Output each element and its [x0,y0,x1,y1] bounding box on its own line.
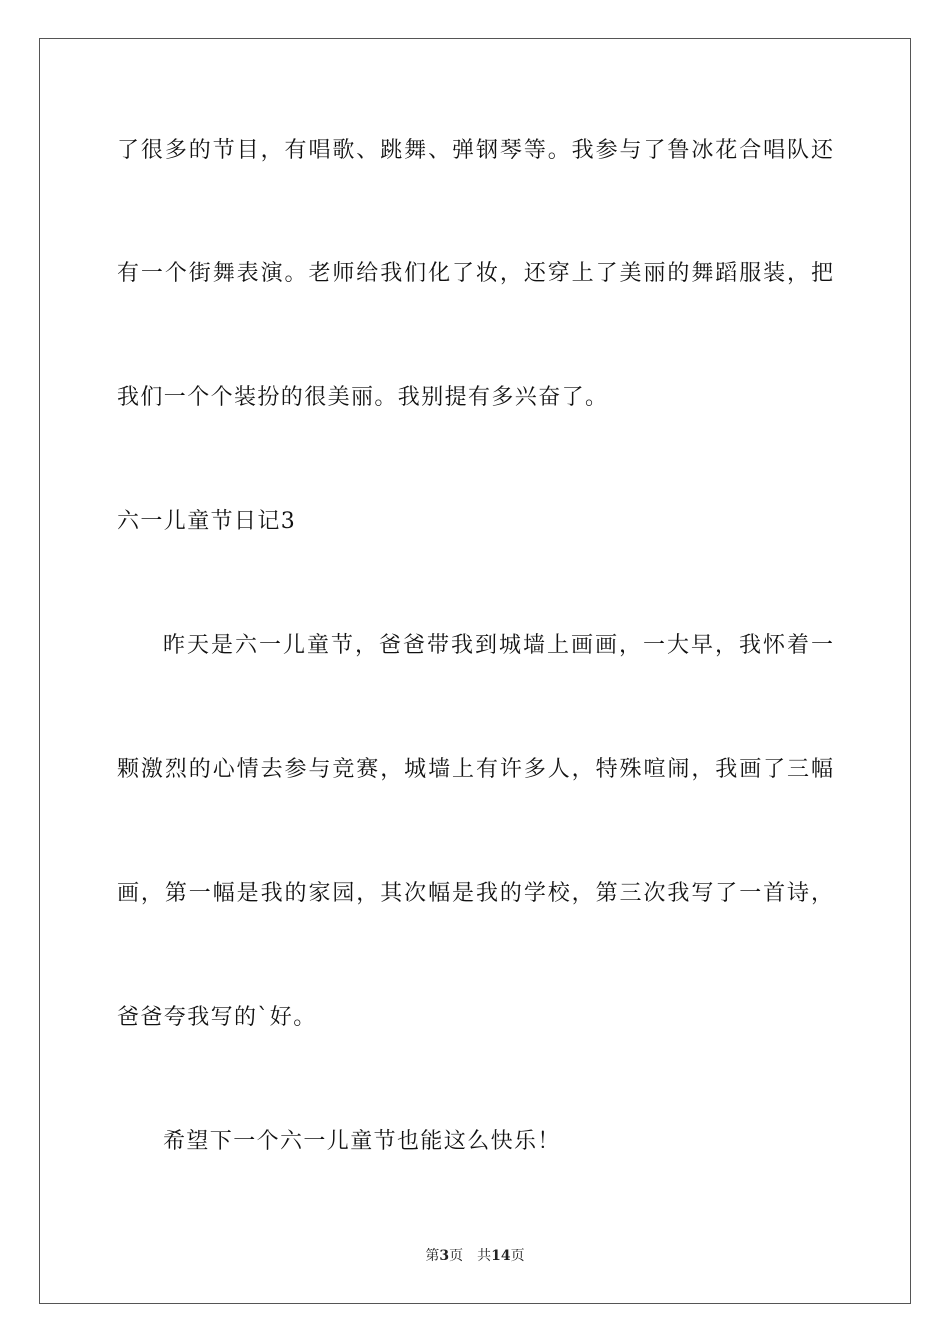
page-prefix: 第 [425,1248,440,1264]
page-frame [39,38,911,1304]
page-number: 3 [439,1248,450,1264]
page-suffix: 页 [449,1248,464,1264]
body-line-2: 有一个街舞表演。老师给我们化了妆，还穿上了美丽的舞蹈服装，把 [117,261,833,286]
body-line-8: 爸爸夸我写的`好。 [117,1005,317,1030]
body-line-1: 了很多的节目，有唱歌、跳舞、弹钢琴等。我参与了鲁冰花合唱队还 [117,138,833,163]
body-line-6: 颗激烈的心情去参与竞赛，城墙上有许多人，特殊喧闹，我画了三幅 [117,757,833,782]
total-suffix: 页 [510,1248,525,1264]
page-footer [0,1246,950,1266]
body-line-7: 画，第一幅是我的家园，其次幅是我的学校，第三次我写了一首诗， [117,881,833,906]
total-pages: 14 [491,1248,511,1264]
body-line-3: 我们一个个装扮的很美丽。我别提有多兴奋了。 [117,385,609,410]
body-line-5: 昨天是六一儿童节，爸爸带我到城墙上画画，一大早，我怀着一 [163,633,833,658]
section-heading: 六一儿童节日记3 [117,509,297,534]
total-prefix: 共 [477,1248,492,1264]
body-line-9: 希望下一个六一儿童节也能这么快乐！ [163,1129,561,1154]
